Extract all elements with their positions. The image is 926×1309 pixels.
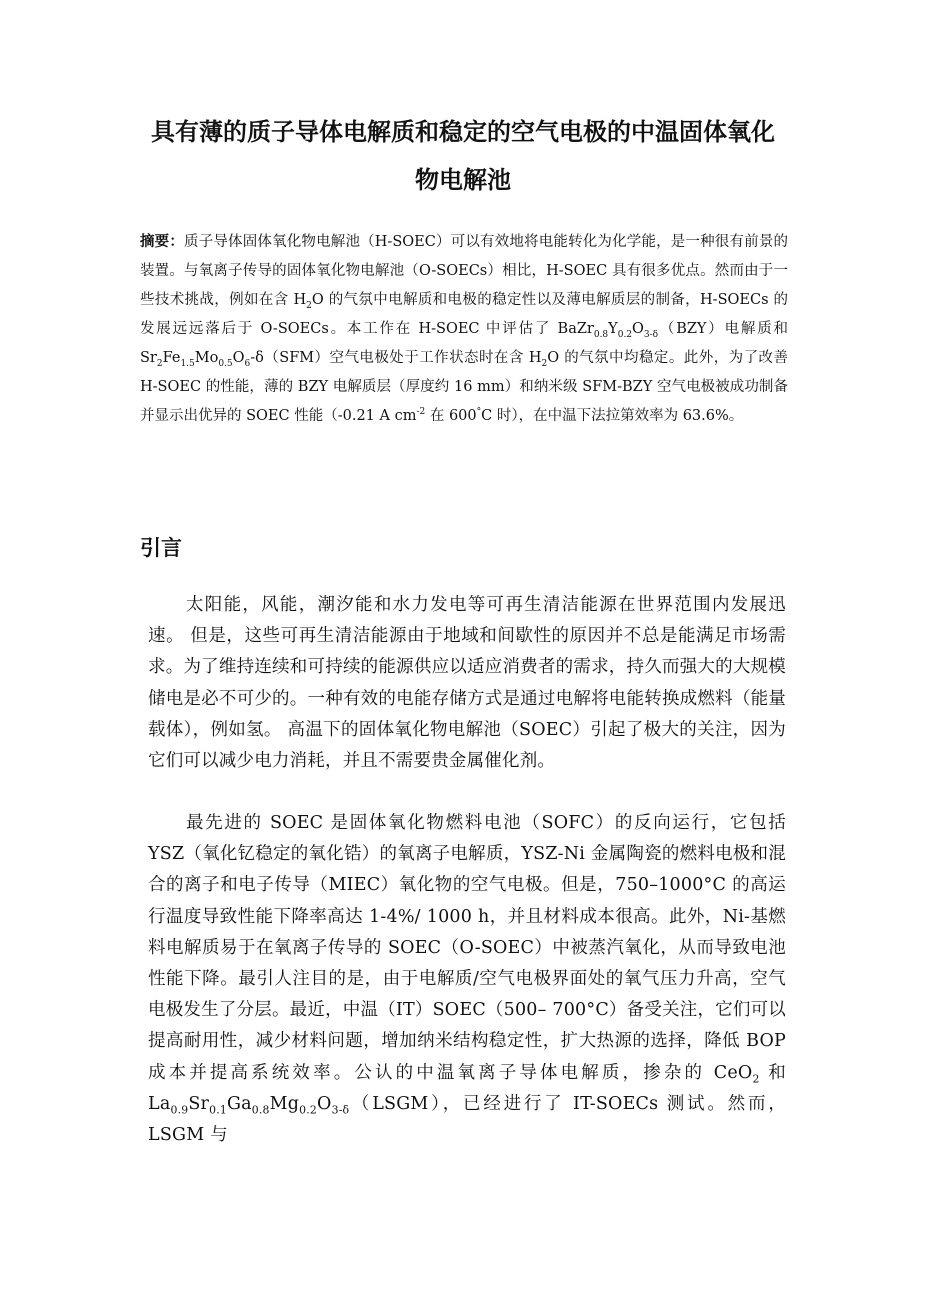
abstract-text: O 的气氛中电解质和电极的稳定性以及薄电解质层的制备，H-SOECs 的发展远远落后于 O-SOECs。本工作在 H-SOEC 中评估了 BaZr [140, 292, 788, 337]
abstract-text: O 的气氛中均稳定。此外，为了改善 H-SOEC 的性能，薄的 BZY 电解质层（厚度约 16 mm）和纳米级 SFM-BZY 空气电极被成功制备并显示出优异的 SOEC 性能（-0.21 A cm [140, 350, 788, 424]
subscript: 0.8 [593, 329, 609, 340]
subscript: 2 [541, 358, 548, 369]
subscript: 2 [306, 300, 312, 311]
body-paragraph: 太阳能，风能，潮汐能和水力发电等可再生清洁能源在世界范围内发展迅速。 但是，这些可再生清洁能源由于地域和间歇性的原因并不总是能满足市场需求。为了维持连续和可持续的能源供应以适应消费者的需求，持久而强大的大规模储电是必不可少的。一种有效的电能存储方式是通过电解将电能转换成燃料（能量载体），例如氢。 高温下的固体氧化物电解池（SOEC）引起了极大的关注，因为它们可以减少电力消耗，并且不需要贵金属催化剂。 [148, 595, 786, 772]
subscript: 1.5 [180, 358, 195, 369]
subscript: 0.1 [209, 1103, 227, 1117]
formula-text: Mg [269, 1093, 300, 1114]
document-title: 具有薄的质子导体电解质和稳定的空气电极的中温固体氧化物电解池 [151, 118, 775, 194]
subscript: 3-δ [331, 1103, 350, 1117]
paragraph-text: 最先进的 SOEC 是固体氧化物燃料电池（SOFC）的反向运行，它包括 YSZ（氧化钇稳定的氧化锆）的氧离子电解质，YSZ-Ni 金属陶瓷的燃料电极和混合的离子和电子传导（MIEC）氧化物的空气电极。但是，750–1000°C 的高运行温度导致性能下降率高达 1-4%/ 1000 h，并且材料成本很高。此外，Ni-基燃料电解质易于在氧离子传导的 SOEC（O-SOEC）中被蒸汽氧化，从而导致电池性能下降。最引人注目的是，由于电解质/空气电极界面处的氧气压力升高，空气电极发生了分层。最近，中温（IT）SOEC（500– 700°C）备受关注，它们可以提高耐用性，减少材料问题，增加纳米结构稳定性，扩大热源的选择，降低 BOP 成本并提高系统效率。公认的中温氧离子导体电解质，掺杂的 CeO [148, 813, 786, 1083]
superscript: -2 [416, 407, 426, 418]
subscript: 0.2 [299, 1103, 318, 1117]
formula-text: Y [608, 321, 618, 337]
abstract-label: 摘要： [140, 234, 185, 250]
subscript: 2 [156, 358, 163, 369]
formula-text: Sr [188, 1093, 210, 1114]
subscript: 3-δ [643, 329, 659, 340]
abstract-text: 在 600 [425, 408, 477, 424]
subscript: 0.9 [170, 1103, 189, 1117]
abstract-text: C 时），在中温下法拉第效率为 63.6%。 [481, 408, 744, 424]
subscript: 0.2 [617, 329, 633, 340]
abstract [140, 228, 788, 431]
superscript: ° [476, 407, 482, 418]
paragraph-text: 和 La [148, 1062, 786, 1114]
abstract-text: 质子导体固体氧化物电解池（H-SOEC）可以有效地将电能转化为化学能，是一种很有前景的装置。与氧离子传导的固体氧化物电解池（O-SOECs）相比，H-SOEC 具有很多优点。然而由于一些技术挑战，例如在含 H [140, 234, 789, 308]
abstract-text: （BZY）电解质和 Sr [140, 321, 788, 366]
subscript: 6 [244, 358, 251, 369]
formula-text: Ga [226, 1093, 252, 1114]
subscript: 0.5 [218, 358, 233, 369]
body-paragraph [148, 808, 786, 1151]
abstract-text: -δ（SFM）空气电极处于工作状态时在含 H [250, 350, 542, 366]
formula-text: O [632, 321, 644, 337]
section-heading: 引言 [140, 536, 182, 560]
formula-text: Fe [162, 350, 181, 366]
formula-text: Mo [194, 350, 219, 366]
subscript: 2 [752, 1072, 760, 1086]
formula-text: O [317, 1093, 332, 1114]
paragraph-text: （LSGM），已经进行了 IT-SOECs 测试。然而，LSGM 与 [148, 1093, 786, 1146]
formula-text: O [232, 350, 245, 366]
subscript: 0.8 [251, 1103, 270, 1117]
